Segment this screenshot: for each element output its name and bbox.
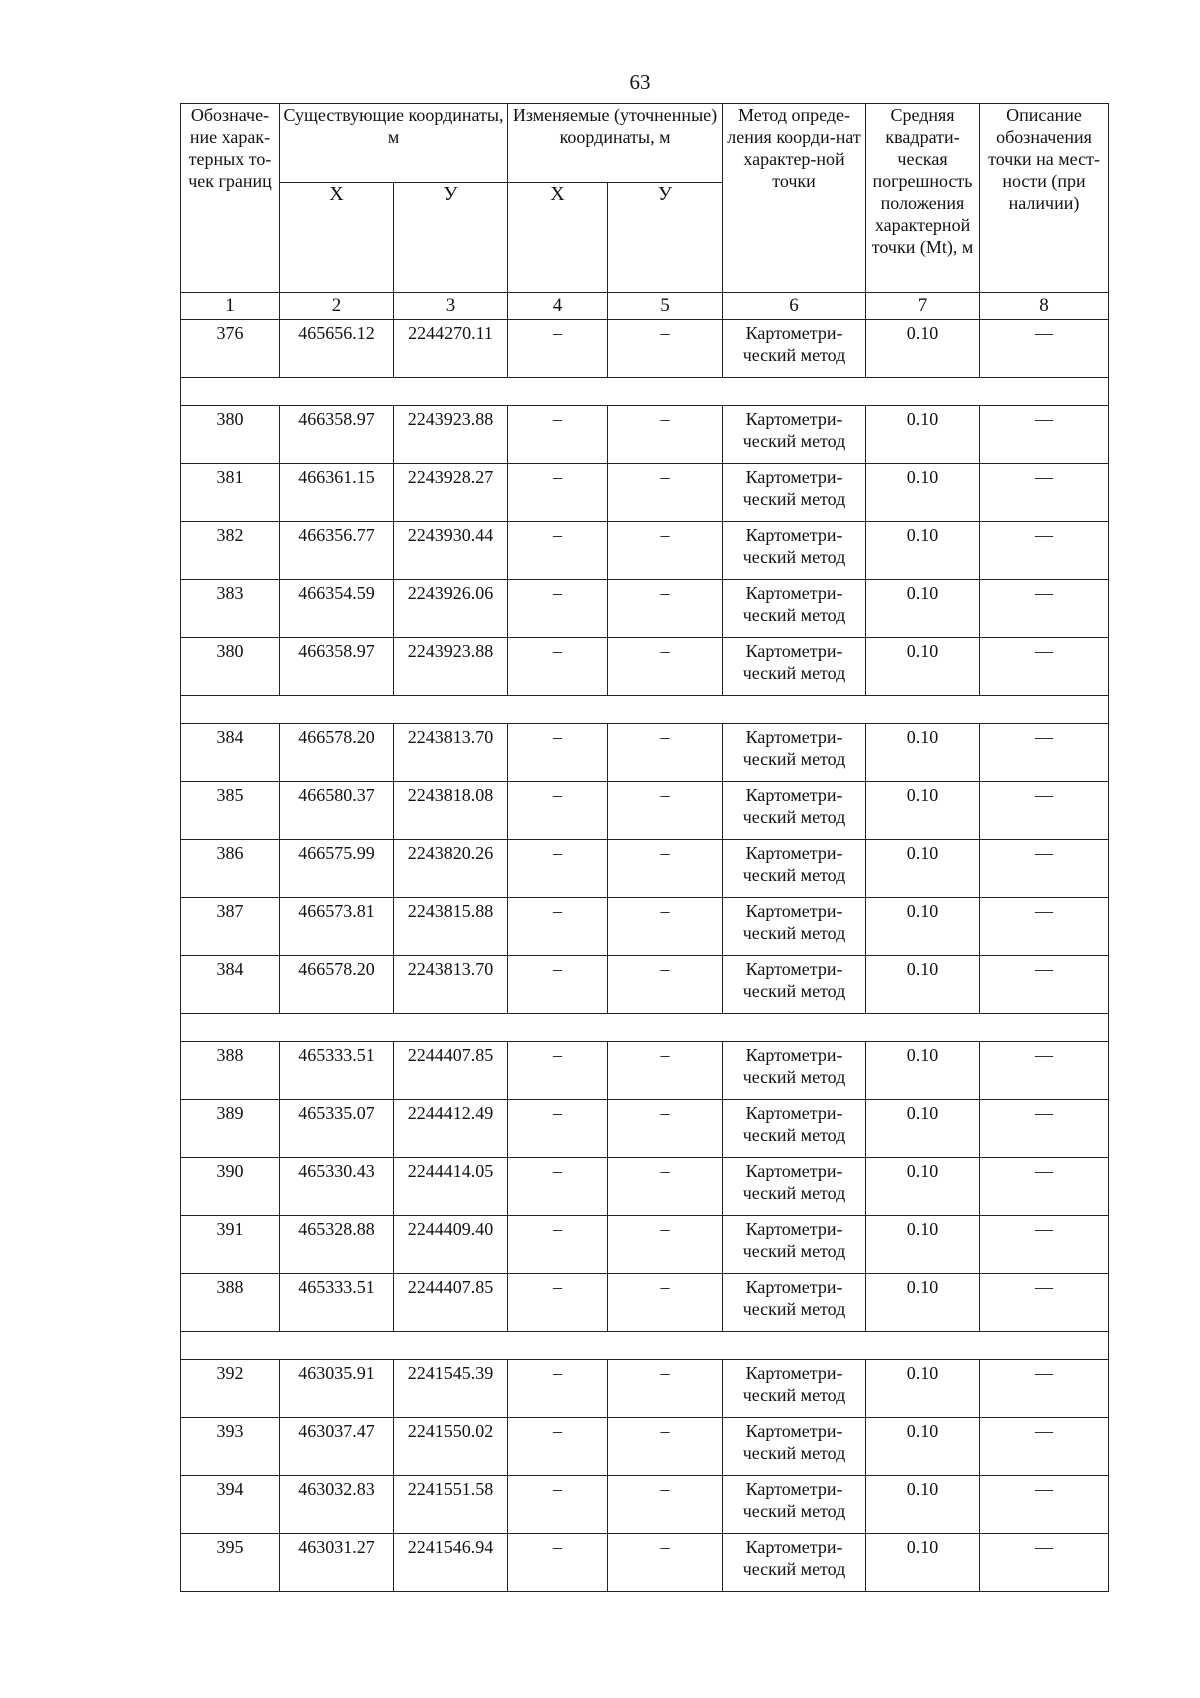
table-row bbox=[181, 464, 1109, 522]
method-line-2: ческий метод bbox=[742, 605, 846, 625]
existing-x: 466356.77 bbox=[280, 522, 394, 580]
method-line-1: Картометри- bbox=[745, 785, 843, 805]
table-row bbox=[181, 1360, 1109, 1418]
point-id: 383 bbox=[181, 580, 280, 638]
method-line-1: Картометри- bbox=[745, 1103, 843, 1123]
method-line-1: Картометри- bbox=[745, 959, 843, 979]
method-line-1: Картометри- bbox=[745, 409, 843, 429]
existing-x: 466573.81 bbox=[280, 898, 394, 956]
separator-cell bbox=[181, 378, 1109, 406]
method-line-1: Картометри- bbox=[745, 583, 843, 603]
description: — bbox=[980, 1100, 1109, 1158]
existing-x: 466580.37 bbox=[280, 782, 394, 840]
existing-x: 463037.47 bbox=[280, 1418, 394, 1476]
error-value: 0.10 bbox=[866, 1418, 980, 1476]
method-cell bbox=[723, 1216, 866, 1274]
header-changed-coordinates: Изменяемые (уточненные) координаты, м bbox=[508, 104, 723, 183]
column-number: 4 bbox=[508, 293, 608, 320]
method-cell bbox=[723, 1360, 866, 1418]
header-description: Описание обозначения точки на мест-ности (при наличии) bbox=[980, 104, 1109, 293]
method-line-2: ческий метод bbox=[742, 1385, 846, 1405]
changed-x: – bbox=[508, 464, 608, 522]
existing-x: 463035.91 bbox=[280, 1360, 394, 1418]
method-cell bbox=[723, 1476, 866, 1534]
point-id: 376 bbox=[181, 320, 280, 378]
method-cell bbox=[723, 522, 866, 580]
column-number-row bbox=[181, 293, 1109, 320]
error-value: 0.10 bbox=[866, 406, 980, 464]
changed-y: – bbox=[608, 1100, 723, 1158]
method-line-1: Картометри- bbox=[745, 1161, 843, 1181]
existing-y: 2244414.05 bbox=[394, 1158, 508, 1216]
error-value: 0.10 bbox=[866, 840, 980, 898]
separator-cell bbox=[181, 1014, 1109, 1042]
table-row bbox=[181, 898, 1109, 956]
existing-y: 2241550.02 bbox=[394, 1418, 508, 1476]
existing-x: 466575.99 bbox=[280, 840, 394, 898]
existing-x: 465656.12 bbox=[280, 320, 394, 378]
method-line-2: ческий метод bbox=[742, 923, 846, 943]
changed-x: – bbox=[508, 1534, 608, 1592]
description: — bbox=[980, 956, 1109, 1014]
changed-x: – bbox=[508, 320, 608, 378]
table-row bbox=[181, 1418, 1109, 1476]
method-line-2: ческий метод bbox=[742, 865, 846, 885]
method-line-2: ческий метод bbox=[742, 981, 846, 1001]
description: — bbox=[980, 580, 1109, 638]
existing-x: 466354.59 bbox=[280, 580, 394, 638]
column-number: 2 bbox=[280, 293, 394, 320]
error-value: 0.10 bbox=[866, 1158, 980, 1216]
method-line-1: Картометри- bbox=[745, 1479, 843, 1499]
method-line-1: Картометри- bbox=[745, 323, 843, 343]
error-value: 0.10 bbox=[866, 580, 980, 638]
point-id: 391 bbox=[181, 1216, 280, 1274]
point-id: 382 bbox=[181, 522, 280, 580]
table-row bbox=[181, 638, 1109, 696]
column-number: 8 bbox=[980, 293, 1109, 320]
changed-y: – bbox=[608, 1158, 723, 1216]
method-cell bbox=[723, 782, 866, 840]
existing-y: 2243813.70 bbox=[394, 724, 508, 782]
existing-y: 2243923.88 bbox=[394, 406, 508, 464]
table-row bbox=[181, 724, 1109, 782]
existing-y: 2243813.70 bbox=[394, 956, 508, 1014]
separator-cell bbox=[181, 696, 1109, 724]
existing-y: 2243930.44 bbox=[394, 522, 508, 580]
point-id: 393 bbox=[181, 1418, 280, 1476]
method-line-2: ческий метод bbox=[742, 1241, 846, 1261]
description: — bbox=[980, 724, 1109, 782]
header-error: Средняя квадрати-ческая погрешность положения характерной точки (Mt), м bbox=[866, 104, 980, 293]
method-line-2: ческий метод bbox=[742, 807, 846, 827]
method-line-2: ческий метод bbox=[742, 1501, 846, 1521]
method-line-2: ческий метод bbox=[742, 663, 846, 683]
changed-y: – bbox=[608, 1042, 723, 1100]
point-id: 380 bbox=[181, 638, 280, 696]
method-cell bbox=[723, 1158, 866, 1216]
table-row bbox=[181, 406, 1109, 464]
changed-y: – bbox=[608, 1534, 723, 1592]
changed-x: – bbox=[508, 1476, 608, 1534]
error-value: 0.10 bbox=[866, 320, 980, 378]
description: — bbox=[980, 782, 1109, 840]
description: — bbox=[980, 522, 1109, 580]
error-value: 0.10 bbox=[866, 1534, 980, 1592]
column-number: 6 bbox=[723, 293, 866, 320]
changed-x: – bbox=[508, 580, 608, 638]
table-row bbox=[181, 1216, 1109, 1274]
method-line-1: Картометри- bbox=[745, 1363, 843, 1383]
table-row bbox=[181, 1476, 1109, 1534]
header-existing-y: У bbox=[394, 183, 508, 293]
changed-y: – bbox=[608, 898, 723, 956]
method-line-1: Картометри- bbox=[745, 901, 843, 921]
existing-y: 2243815.88 bbox=[394, 898, 508, 956]
method-cell bbox=[723, 1418, 866, 1476]
method-line-1: Картометри- bbox=[745, 1537, 843, 1557]
error-value: 0.10 bbox=[866, 724, 980, 782]
column-number: 7 bbox=[866, 293, 980, 320]
column-number: 3 bbox=[394, 293, 508, 320]
description: — bbox=[980, 898, 1109, 956]
header-changed-x: Х bbox=[508, 183, 608, 293]
method-line-2: ческий метод bbox=[742, 1559, 846, 1579]
error-value: 0.10 bbox=[866, 1100, 980, 1158]
error-value: 0.10 bbox=[866, 1274, 980, 1332]
changed-y: – bbox=[608, 840, 723, 898]
header-designation: Обозначе-ние харак-терных то-чек границ bbox=[181, 104, 280, 293]
changed-y: – bbox=[608, 638, 723, 696]
changed-y: – bbox=[608, 522, 723, 580]
method-line-2: ческий метод bbox=[742, 547, 846, 567]
changed-y: – bbox=[608, 782, 723, 840]
column-number: 1 bbox=[181, 293, 280, 320]
table-row bbox=[181, 522, 1109, 580]
table-row bbox=[181, 1534, 1109, 1592]
changed-x: – bbox=[508, 1042, 608, 1100]
description: — bbox=[980, 1534, 1109, 1592]
method-line-2: ческий метод bbox=[742, 489, 846, 509]
table-row bbox=[181, 320, 1109, 378]
description: — bbox=[980, 406, 1109, 464]
existing-y: 2244412.49 bbox=[394, 1100, 508, 1158]
method-line-1: Картометри- bbox=[745, 843, 843, 863]
existing-y: 2241546.94 bbox=[394, 1534, 508, 1592]
existing-x: 463032.83 bbox=[280, 1476, 394, 1534]
description: — bbox=[980, 1418, 1109, 1476]
changed-x: – bbox=[508, 1274, 608, 1332]
existing-y: 2243926.06 bbox=[394, 580, 508, 638]
error-value: 0.10 bbox=[866, 522, 980, 580]
description: — bbox=[980, 1158, 1109, 1216]
contour-separator-row bbox=[181, 1014, 1109, 1042]
changed-x: – bbox=[508, 898, 608, 956]
error-value: 0.10 bbox=[866, 898, 980, 956]
method-cell bbox=[723, 840, 866, 898]
point-id: 388 bbox=[181, 1274, 280, 1332]
error-value: 0.10 bbox=[866, 1042, 980, 1100]
description: — bbox=[980, 1476, 1109, 1534]
table-row bbox=[181, 1042, 1109, 1100]
table-row bbox=[181, 580, 1109, 638]
existing-y: 2243818.08 bbox=[394, 782, 508, 840]
point-id: 381 bbox=[181, 464, 280, 522]
point-id: 389 bbox=[181, 1100, 280, 1158]
table-header bbox=[181, 104, 1109, 320]
point-id: 395 bbox=[181, 1534, 280, 1592]
coordinates-table bbox=[180, 103, 1109, 1592]
description: — bbox=[980, 638, 1109, 696]
changed-y: – bbox=[608, 956, 723, 1014]
description: — bbox=[980, 320, 1109, 378]
table-row bbox=[181, 1158, 1109, 1216]
changed-y: – bbox=[608, 1360, 723, 1418]
error-value: 0.10 bbox=[866, 1360, 980, 1418]
description: — bbox=[980, 464, 1109, 522]
table-body bbox=[181, 320, 1109, 1592]
method-cell bbox=[723, 724, 866, 782]
method-line-1: Картометри- bbox=[745, 1219, 843, 1239]
contour-separator-row bbox=[181, 378, 1109, 406]
description: — bbox=[980, 1216, 1109, 1274]
method-line-2: ческий метод bbox=[742, 1443, 846, 1463]
method-line-2: ческий метод bbox=[742, 345, 846, 365]
existing-x: 465335.07 bbox=[280, 1100, 394, 1158]
existing-y: 2243928.27 bbox=[394, 464, 508, 522]
point-id: 390 bbox=[181, 1158, 280, 1216]
separator-cell bbox=[181, 1332, 1109, 1360]
point-id: 388 bbox=[181, 1042, 280, 1100]
method-line-1: Картометри- bbox=[745, 1421, 843, 1441]
changed-y: – bbox=[608, 1418, 723, 1476]
changed-y: – bbox=[608, 406, 723, 464]
table-row bbox=[181, 840, 1109, 898]
method-line-1: Картометри- bbox=[745, 525, 843, 545]
method-cell bbox=[723, 1042, 866, 1100]
method-cell bbox=[723, 638, 866, 696]
method-line-2: ческий метод bbox=[742, 1067, 846, 1087]
existing-x: 466578.20 bbox=[280, 724, 394, 782]
existing-x: 463031.27 bbox=[280, 1534, 394, 1592]
table-row bbox=[181, 1274, 1109, 1332]
changed-x: – bbox=[508, 1216, 608, 1274]
description: — bbox=[980, 1274, 1109, 1332]
method-cell bbox=[723, 464, 866, 522]
existing-y: 2244409.40 bbox=[394, 1216, 508, 1274]
method-cell bbox=[723, 406, 866, 464]
method-line-2: ческий метод bbox=[742, 431, 846, 451]
changed-y: – bbox=[608, 724, 723, 782]
existing-x: 466361.15 bbox=[280, 464, 394, 522]
method-line-1: Картометри- bbox=[745, 641, 843, 661]
method-line-1: Картометри- bbox=[745, 467, 843, 487]
changed-x: – bbox=[508, 522, 608, 580]
changed-y: – bbox=[608, 580, 723, 638]
description: — bbox=[980, 840, 1109, 898]
method-cell bbox=[723, 898, 866, 956]
header-existing-x: Х bbox=[280, 183, 394, 293]
existing-y: 2244407.85 bbox=[394, 1042, 508, 1100]
changed-x: – bbox=[508, 1100, 608, 1158]
point-id: 392 bbox=[181, 1360, 280, 1418]
method-cell bbox=[723, 580, 866, 638]
existing-x: 465333.51 bbox=[280, 1042, 394, 1100]
method-line-1: Картометри- bbox=[745, 1277, 843, 1297]
contour-separator-row bbox=[181, 696, 1109, 724]
existing-x: 466578.20 bbox=[280, 956, 394, 1014]
method-cell bbox=[723, 956, 866, 1014]
header-changed-y: У bbox=[608, 183, 723, 293]
method-line-2: ческий метод bbox=[742, 1183, 846, 1203]
changed-x: – bbox=[508, 638, 608, 696]
method-line-2: ческий метод bbox=[742, 1125, 846, 1145]
error-value: 0.10 bbox=[866, 638, 980, 696]
error-value: 0.10 bbox=[866, 782, 980, 840]
changed-x: – bbox=[508, 406, 608, 464]
method-line-1: Картометри- bbox=[745, 727, 843, 747]
method-cell bbox=[723, 320, 866, 378]
point-id: 385 bbox=[181, 782, 280, 840]
existing-y: 2241545.39 bbox=[394, 1360, 508, 1418]
error-value: 0.10 bbox=[866, 1476, 980, 1534]
column-number: 5 bbox=[608, 293, 723, 320]
changed-x: – bbox=[508, 782, 608, 840]
point-id: 384 bbox=[181, 724, 280, 782]
method-line-1: Картометри- bbox=[745, 1045, 843, 1065]
existing-x: 465330.43 bbox=[280, 1158, 394, 1216]
changed-y: – bbox=[608, 320, 723, 378]
table-row bbox=[181, 782, 1109, 840]
header-existing-coordinates: Существующие координаты, м bbox=[280, 104, 508, 183]
changed-x: – bbox=[508, 840, 608, 898]
changed-x: – bbox=[508, 1418, 608, 1476]
changed-x: – bbox=[508, 724, 608, 782]
table-row bbox=[181, 1100, 1109, 1158]
header-method: Метод опреде-ления коорди-нат характер-ной точки bbox=[723, 104, 866, 293]
existing-x: 465328.88 bbox=[280, 1216, 394, 1274]
existing-x: 465333.51 bbox=[280, 1274, 394, 1332]
existing-y: 2243923.88 bbox=[394, 638, 508, 696]
changed-x: – bbox=[508, 1158, 608, 1216]
error-value: 0.10 bbox=[866, 1216, 980, 1274]
existing-x: 466358.97 bbox=[280, 406, 394, 464]
existing-y: 2244407.85 bbox=[394, 1274, 508, 1332]
point-id: 380 bbox=[181, 406, 280, 464]
changed-y: – bbox=[608, 1216, 723, 1274]
contour-separator-row bbox=[181, 1332, 1109, 1360]
method-line-2: ческий метод bbox=[742, 1299, 846, 1319]
table-row bbox=[181, 956, 1109, 1014]
existing-y: 2241551.58 bbox=[394, 1476, 508, 1534]
page-number: 63 bbox=[629, 70, 651, 94]
method-line-2: ческий метод bbox=[742, 749, 846, 769]
method-cell bbox=[723, 1100, 866, 1158]
existing-y: 2243820.26 bbox=[394, 840, 508, 898]
point-id: 387 bbox=[181, 898, 280, 956]
point-id: 384 bbox=[181, 956, 280, 1014]
existing-y: 2244270.11 bbox=[394, 320, 508, 378]
error-value: 0.10 bbox=[866, 464, 980, 522]
method-cell bbox=[723, 1274, 866, 1332]
changed-y: – bbox=[608, 464, 723, 522]
changed-y: – bbox=[608, 1274, 723, 1332]
error-value: 0.10 bbox=[866, 956, 980, 1014]
changed-x: – bbox=[508, 956, 608, 1014]
description: — bbox=[980, 1360, 1109, 1418]
changed-x: – bbox=[508, 1360, 608, 1418]
point-id: 386 bbox=[181, 840, 280, 898]
point-id: 394 bbox=[181, 1476, 280, 1534]
method-cell bbox=[723, 1534, 866, 1592]
existing-x: 466358.97 bbox=[280, 638, 394, 696]
description: — bbox=[980, 1042, 1109, 1100]
changed-y: – bbox=[608, 1476, 723, 1534]
